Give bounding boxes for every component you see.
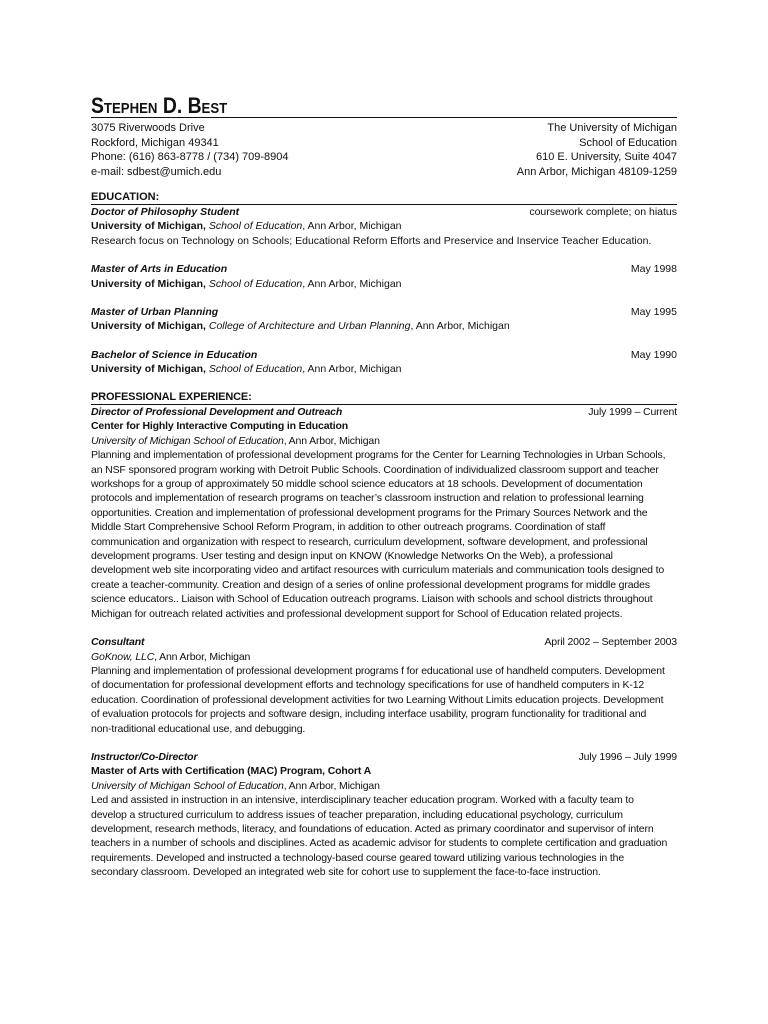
job-title: Instructor/Co-Director bbox=[91, 750, 198, 763]
description-line: Planning and implementation of professional development programs for the Center for Learning Technologies in Urban Schools, bbox=[91, 449, 666, 462]
job-dates: July 1996 – July 1999 bbox=[578, 750, 677, 763]
school-location: , Ann Arbor, Michigan bbox=[302, 220, 402, 233]
work-institution: The University of Michigan bbox=[547, 122, 677, 134]
home-email: e-mail: sdbest@umich.edu bbox=[91, 165, 222, 178]
school-location: , Ann Arbor, Michigan bbox=[302, 363, 402, 376]
job-affiliation: University of Michigan School of Education bbox=[91, 779, 284, 792]
description-line: development web site incorporating video and artifact resources with curriculum materials and communication tools designed to bbox=[91, 564, 665, 577]
education-section bbox=[91, 191, 677, 377]
research-focus: Research focus on Technology on Schools; Educational Reform Efforts and Preservice and Inservice Teacher Education. bbox=[91, 234, 652, 247]
description-line: development programs. User testing and design input on KNOW (Knowledge Networks On the Web), a professional bbox=[91, 550, 613, 563]
description-line: develop a structured curriculum to address issues of teacher preparation, including educational psychology, curriculum bbox=[91, 808, 623, 821]
description-line: of documentation for professional development efforts and technology specifications for use of handheld computers in K-12 bbox=[91, 679, 645, 692]
school-name: School of Education bbox=[208, 277, 303, 290]
degree-date: May 1998 bbox=[630, 263, 677, 276]
name-divider bbox=[91, 117, 677, 118]
job-organization: Center for Highly Interactive Computing in Education bbox=[91, 420, 349, 433]
institution-name: University of Michigan, bbox=[91, 363, 206, 376]
job-location: , Ann Arbor, Michigan bbox=[283, 434, 380, 447]
school-name: School of Education bbox=[208, 363, 303, 376]
job-affiliation: GoKnow, LLC bbox=[91, 650, 155, 663]
home-phone: Phone: (616) 863-8778 / (734) 709-8904 bbox=[91, 151, 289, 163]
description-line: Planning and implementation of professional development programs f for educational use of handheld computers. Development bbox=[91, 664, 665, 677]
description-line: opportunities. Creation and implementation of professional development programs for the Primary Sources Network and the bbox=[91, 506, 648, 519]
experience-entry bbox=[91, 635, 677, 736]
description-line: education. Coordination of professional development activities for two Learning Without Limits education projects. Development bbox=[91, 693, 664, 706]
description-line: Michigan for outreach related activities and professional development support for School of Education related projects. bbox=[91, 607, 623, 620]
job-location: , Ann Arbor, Michigan bbox=[283, 779, 380, 792]
home-contact bbox=[91, 121, 289, 179]
school-location: , Ann Arbor, Michigan bbox=[410, 320, 510, 333]
description-line: an NSF sponsored program working with Detroit Public Schools. Coordination of individualized classroom support and teacher bbox=[91, 463, 659, 476]
education-entry bbox=[91, 262, 677, 291]
degree-status: coursework complete; on hiatus bbox=[529, 206, 677, 218]
education-entry bbox=[91, 348, 677, 377]
description-line: workshops for a group of approximately 50 middle school science educators at 18 schools. Development of documentation bbox=[91, 478, 643, 491]
description-line: communication and organization with respect to research, curriculum development, software development, and professional bbox=[91, 535, 648, 548]
candidate-name: Stephen D. Best bbox=[91, 93, 228, 118]
degree-title: Bachelor of Science in Education bbox=[91, 348, 258, 361]
description-line: Middle Start Comprehensive School Reform Program, in addition to other outreach programs. Coordination of staff bbox=[91, 521, 606, 534]
degree-date: May 1990 bbox=[630, 348, 677, 361]
job-affiliation: University of Michigan School of Education bbox=[91, 434, 284, 447]
job-description bbox=[91, 793, 677, 879]
description-line: science educators.. Liaison with School of Education outreach programs. Liaison with schools and school districts throughout bbox=[91, 593, 653, 606]
education-entry bbox=[91, 305, 677, 334]
degree-title: Master of Urban Planning bbox=[91, 306, 219, 319]
degree-title: Doctor of Philosophy Student bbox=[91, 206, 240, 218]
description-line: teachers in a number of schools and disciplines. Acted as academic advisor for students to complete certification and graduation bbox=[91, 837, 668, 850]
job-title: Consultant bbox=[91, 636, 145, 649]
work-contact bbox=[517, 121, 677, 179]
education-entry bbox=[91, 205, 677, 248]
experience-entry bbox=[91, 405, 677, 621]
description-line: Led and assisted in instruction in an intensive, interdisciplinary teacher education program. Worked with a faculty team to bbox=[91, 794, 634, 807]
description-line: development, research methods, literacy, and foundations of education. Acted as primary coordinator and supervisor of intern bbox=[91, 822, 654, 835]
job-dates: July 1999 – Current bbox=[588, 406, 677, 418]
work-school: School of Education bbox=[579, 136, 677, 149]
description-line: create a teacher-community. Creation and design of a series of online professional development programs for middle grades bbox=[91, 578, 650, 591]
work-city: Ann Arbor, Michigan 48109-1259 bbox=[516, 165, 677, 178]
description-line: of evaluation protocols for projects and software design, including interface usability, program functionality for traditional and bbox=[91, 708, 647, 721]
degree-title: Master of Arts in Education bbox=[91, 263, 228, 276]
home-city: Rockford, Michigan 49341 bbox=[91, 136, 219, 149]
job-description bbox=[91, 664, 677, 736]
experience-heading: PROFESSIONAL EXPERIENCE: bbox=[91, 391, 677, 405]
work-street: 610 E. University, Suite 4047 bbox=[535, 151, 677, 163]
institution-name: University of Michigan, bbox=[91, 320, 206, 333]
job-organization: Master of Arts with Certification (MAC) Program, Cohort A bbox=[91, 765, 372, 778]
description-line: non-traditional educational use, and debugging. bbox=[91, 722, 306, 735]
job-description bbox=[91, 448, 677, 621]
degree-date: May 1995 bbox=[630, 306, 677, 319]
description-line: protocols and implementation of research programs on teacher’s classroom instruction and relation to professional learning bbox=[91, 492, 644, 505]
school-name: College of Architecture and Urban Planning bbox=[208, 320, 411, 333]
education-heading: EDUCATION: bbox=[91, 191, 677, 205]
job-location: , Ann Arbor, Michigan bbox=[154, 650, 251, 663]
school-name: School of Education bbox=[208, 220, 303, 233]
school-location: , Ann Arbor, Michigan bbox=[302, 277, 402, 290]
experience-entry bbox=[91, 750, 677, 880]
experience-section bbox=[91, 391, 677, 880]
job-dates: April 2002 – September 2003 bbox=[544, 636, 677, 649]
job-title: Director of Professional Development and Outreach bbox=[91, 406, 343, 418]
institution-name: University of Michigan, bbox=[91, 277, 206, 290]
institution-name: University of Michigan, bbox=[91, 220, 206, 233]
description-line: secondary classroom. Developed an integrated web site for cohort use to supplement the face-to-face instruction. bbox=[91, 866, 601, 879]
home-street: 3075 Riverwoods Drive bbox=[91, 122, 205, 134]
description-line: requirements. Developed and instructed a technology-based course geared toward utilizing various technologies in the bbox=[91, 851, 625, 864]
